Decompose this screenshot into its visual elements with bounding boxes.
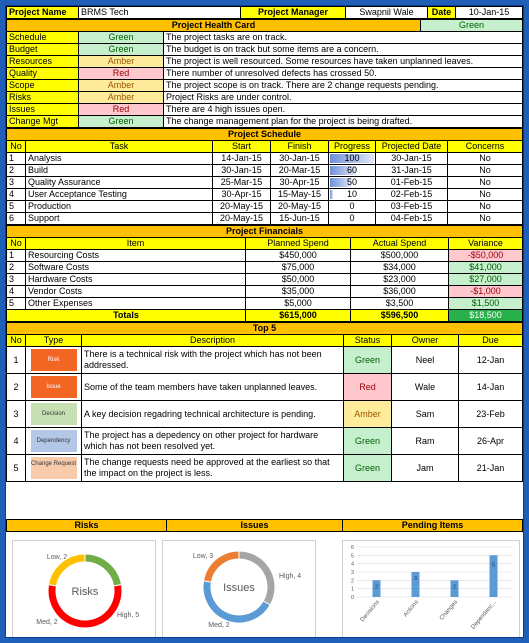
y-tick-label: 1 [350,586,354,593]
schedule-progress[interactable] [329,201,376,213]
financials-variance: -$1,000 [449,286,523,298]
progress-value: 50 [346,177,357,187]
financials-variance: -$50,000 [449,250,523,262]
progress-value: 0 [349,213,355,223]
schedule-no: 1 [7,153,26,165]
schedule-concerns[interactable]: No [448,201,523,213]
schedule-finish[interactable]: 30-Apr-15 [271,177,329,189]
top5-type-tag: Risk [31,349,77,371]
top5-type[interactable] [26,455,82,482]
risks-doughnut-chart [13,541,155,637]
top5-type[interactable] [26,347,82,374]
schedule-column-header: Projected Date [376,141,448,153]
top5-type-tag: Issue [31,376,77,398]
top5-type-tag: Change Request [31,457,77,479]
top5-type[interactable] [26,401,82,428]
schedule-no: 5 [7,201,26,213]
y-tick-label: 5 [350,553,354,560]
schedule-column-header: No [7,141,26,153]
top5-status[interactable]: Green [344,428,392,455]
schedule-column-header: Finish [271,141,329,153]
progress-value: 100 [344,153,360,163]
totals-actual: $596,500 [351,310,449,322]
project-name-label: Project Name [7,7,79,19]
schedule-finish[interactable]: 15-Jun-15 [271,213,329,225]
pending-items-chart-title: Pending Items [343,520,523,532]
schedule-concerns[interactable]: No [448,153,523,165]
schedule-column-header: Concerns [448,141,523,153]
financials-variance: $27,000 [449,274,523,286]
doughnut-slice [239,551,275,605]
financials-item[interactable]: Other Expenses [26,298,246,310]
financials-row [7,298,523,310]
top5-owner[interactable]: Sam [392,401,459,428]
top5-row [7,347,523,374]
top5-owner[interactable]: Neel [392,347,459,374]
health-item-note[interactable]: There are 4 high issues open. [164,104,523,116]
schedule-row [7,201,523,213]
schedule-projected-date[interactable]: 02-Feb-15 [376,189,448,201]
schedule-task[interactable]: User Acceptance Testing [26,189,213,201]
schedule-row [7,165,523,177]
schedule-finish[interactable]: 20-Mar-15 [271,165,329,177]
schedule-row [7,153,523,165]
schedule-concerns[interactable]: No [448,189,523,201]
top5-status[interactable]: Green [344,455,392,482]
health-item-note[interactable]: The project tasks are on track. [164,32,523,44]
health-row [7,44,523,56]
schedule-concerns[interactable]: No [448,165,523,177]
health-card-table [6,19,523,128]
schedule-projected-date[interactable]: 03-Feb-15 [376,201,448,213]
pending-items-bar-chart [343,541,519,637]
top5-table [6,322,523,482]
date-value[interactable]: 10-Jan-15 [456,7,523,19]
schedule-finish[interactable]: 20-May-15 [271,201,329,213]
progress-bar [330,190,333,199]
financials-item[interactable]: Vendor Costs [26,286,246,298]
health-row [7,56,523,68]
top5-row [7,401,523,428]
schedule-projected-date[interactable]: 30-Jan-15 [376,153,448,165]
health-overall-status: Green [421,20,523,32]
bar-value-label: 5 [491,562,496,569]
risks-chart-title: Risks [7,520,167,532]
y-tick-label: 6 [350,545,354,551]
doughnut-center-title: Risks [71,586,99,598]
top5-row [7,455,523,482]
top5-no: 2 [7,374,26,401]
financials-variance: $41,000 [449,262,523,274]
top5-column-header: Type [26,335,82,347]
slice-label: Med, 2 [208,622,230,629]
top5-column-header: Description [82,335,344,347]
top5-type[interactable] [26,374,82,401]
financials-column-header: Planned Spend [246,238,351,250]
category-label: Changes [438,599,460,622]
financials-column-header: Item [26,238,246,250]
doughnut-center-title: Issues [223,582,255,594]
schedule-progress[interactable] [329,189,376,201]
financials-actual[interactable]: $36,000 [351,286,449,298]
health-item-name: Change Mgt [7,116,79,128]
health-row [7,80,523,92]
schedule-no: 4 [7,189,26,201]
health-item-status[interactable]: Red [79,68,164,80]
financials-no: 1 [7,250,26,262]
schedule-concerns[interactable]: No [448,177,523,189]
top5-row [7,374,523,401]
schedule-table [6,128,523,225]
top5-due[interactable]: 21-Jan [459,455,523,482]
health-item-status[interactable]: Amber [79,56,164,68]
y-tick-label: 3 [350,570,354,576]
y-tick-label: 4 [350,561,354,568]
schedule-projected-date[interactable]: 31-Jan-15 [376,165,448,177]
issues-chart-title: Issues [167,520,343,532]
top5-status[interactable]: Amber [344,401,392,428]
financials-row [7,250,523,262]
health-item-status[interactable]: Red [79,104,164,116]
top5-no: 3 [7,401,26,428]
schedule-start[interactable]: 25-Mar-15 [213,177,271,189]
pending-chart-box [342,540,520,638]
bar-value-label: 2 [374,584,379,591]
top5-no: 1 [7,347,26,374]
slice-label: High, 5 [117,612,140,619]
status-report-sheet [5,5,524,638]
health-item-note[interactable]: The change management plan for the project is being drafted. [164,116,523,128]
top5-due[interactable]: 23-Feb [459,401,523,428]
category-label: Actions [402,599,421,619]
financials-no: 2 [7,262,26,274]
top5-title: Top 5 [7,323,523,335]
financials-planned[interactable]: $75,000 [246,262,351,274]
category-label: Dependanc... [470,599,499,631]
financials-actual[interactable]: $500,000 [351,250,449,262]
health-item-status[interactable]: Green [79,44,164,56]
health-item-name: Schedule [7,32,79,44]
issues-doughnut-chart [163,541,315,637]
schedule-no: 3 [7,177,26,189]
health-item-name: Issues [7,104,79,116]
category-label: Decisions [359,599,382,624]
financials-planned[interactable]: $5,000 [246,298,351,310]
schedule-start[interactable]: 14-Jan-15 [213,153,271,165]
schedule-start[interactable]: 30-Jan-15 [213,165,271,177]
slice-label: Low, 2 [46,554,68,561]
top5-column-header: No [7,335,26,347]
schedule-progress[interactable] [329,213,376,225]
financials-variance: $1,500 [449,298,523,310]
charts-area [6,530,523,637]
top5-no: 5 [7,455,26,482]
financials-no: 4 [7,286,26,298]
schedule-task[interactable]: Analysis [26,153,213,165]
schedule-finish[interactable]: 15-May-15 [271,189,329,201]
progress-value: 0 [349,201,355,211]
project-name-value[interactable]: BRMS Tech [79,7,241,19]
slice-label: Med, 2 [36,619,58,626]
schedule-start[interactable]: 30-Apr-15 [213,189,271,201]
financials-planned[interactable]: $35,000 [246,286,351,298]
bar-value-label: 2 [452,584,457,591]
risks-chart-box [12,540,156,638]
schedule-task[interactable]: Quality Assurance [26,177,213,189]
financials-actual[interactable]: $34,000 [351,262,449,274]
top5-no: 4 [7,428,26,455]
financials-row [7,262,523,274]
top5-description[interactable]: There is a technical risk with the project which has not been addressed. [82,347,344,374]
schedule-finish[interactable]: 30-Jan-15 [271,153,329,165]
schedule-progress[interactable] [329,177,376,189]
health-item-status[interactable]: Amber [79,92,164,104]
top5-owner[interactable]: Jam [392,455,459,482]
issues-chart-box [162,540,316,638]
health-item-name: Resources [7,56,79,68]
schedule-projected-date[interactable]: 04-Feb-15 [376,213,448,225]
schedule-row [7,213,523,225]
totals-label: Totals [7,310,246,322]
top5-column-header: Status [344,335,392,347]
slice-label: Low, 3 [192,553,214,560]
top5-type-tag: Dependency [31,430,77,452]
health-item-status[interactable]: Amber [79,80,164,92]
health-item-note[interactable]: The project scope is on track. There are 2 change requests pending. [164,80,523,92]
health-item-note[interactable]: Project Risks are under control. [164,92,523,104]
y-tick-label: 0 [350,595,354,601]
health-row [7,92,523,104]
top5-description[interactable]: Some of the team members have taken unplanned leaves. [82,374,344,401]
slice-label: High, 4 [279,573,302,580]
financials-planned[interactable]: $450,000 [246,250,351,262]
health-card-title: Project Health Card [7,20,421,32]
financials-column-header: Variance [449,238,523,250]
schedule-start[interactable]: 20-May-15 [213,213,271,225]
health-item-name: Scope [7,80,79,92]
top5-description[interactable]: The change requests need be approved at the earliest so that the impact on the project is less. [82,455,344,482]
schedule-no: 6 [7,213,26,225]
financials-column-header: No [7,238,26,250]
top5-column-header: Owner [392,335,459,347]
financials-row [7,274,523,286]
top5-due[interactable]: 12-Jan [459,347,523,374]
y-tick-label: 2 [350,578,354,585]
project-manager-label: Project Manager [241,7,346,19]
totals-planned: $615,000 [246,310,351,322]
schedule-column-header: Progress [329,141,376,153]
top5-status[interactable]: Red [344,374,392,401]
health-item-status[interactable]: Green [79,32,164,44]
health-item-note[interactable]: There number of unresolved defects has crossed 50. [164,68,523,80]
schedule-concerns[interactable]: No [448,213,523,225]
financials-actual[interactable]: $23,000 [351,274,449,286]
financials-planned[interactable]: $50,000 [246,274,351,286]
financials-no: 3 [7,274,26,286]
progress-value: 60 [346,165,357,175]
health-row [7,32,523,44]
project-manager-value[interactable]: Swapnil Wale [346,7,428,19]
financials-column-header: Actual Spend [351,238,449,250]
financials-no: 5 [7,298,26,310]
schedule-title: Project Schedule [7,129,523,141]
health-item-status[interactable]: Green [79,116,164,128]
schedule-row [7,177,523,189]
financials-item[interactable]: Software Costs [26,262,246,274]
financials-actual[interactable]: $3,500 [351,298,449,310]
doughnut-slice [85,554,121,586]
schedule-task[interactable]: Production [26,201,213,213]
financials-item[interactable]: Hardware Costs [26,274,246,286]
progress-value: 10 [346,189,357,199]
health-row [7,116,523,128]
top5-type[interactable] [26,428,82,455]
bar-value-label: 3 [413,576,418,582]
health-item-name: Risks [7,92,79,104]
schedule-task[interactable]: Support [26,213,213,225]
health-item-name: Quality [7,68,79,80]
top5-row [7,428,523,455]
financials-table [6,225,523,322]
health-row [7,104,523,116]
schedule-column-header: Start [213,141,271,153]
health-item-name: Budget [7,44,79,56]
schedule-column-header: Task [26,141,213,153]
top5-status[interactable]: Green [344,347,392,374]
top5-description[interactable]: The project has a depedency on other project for hardware which has not been resolved yet. [82,428,344,455]
top5-owner[interactable]: Wale [392,374,459,401]
health-item-note[interactable]: The project is well resourced. Some resources have taken unplanned leaves. [164,56,523,68]
schedule-progress[interactable] [329,153,376,165]
financials-item[interactable]: Resourcing Costs [26,250,246,262]
date-label: Date [428,7,456,19]
header-table [6,6,523,19]
schedule-task[interactable]: Build [26,165,213,177]
schedule-progress[interactable] [329,165,376,177]
financials-title: Project Financials [7,226,523,238]
schedule-projected-date[interactable]: 01-Feb-15 [376,177,448,189]
schedule-start[interactable]: 20-May-15 [213,201,271,213]
schedule-row [7,189,523,201]
top5-type-tag: Decision [31,403,77,425]
top5-due[interactable]: 26-Apr [459,428,523,455]
financials-row [7,286,523,298]
top5-column-header: Due [459,335,523,347]
health-row [7,68,523,80]
top5-description[interactable]: A key decision regadring technical architecture is pending. [82,401,344,428]
health-item-note[interactable]: The budget is on track but some items are a concern. [164,44,523,56]
totals-variance: $18,500 [449,310,523,322]
top5-owner[interactable]: Ram [392,428,459,455]
schedule-no: 2 [7,165,26,177]
top5-due[interactable]: 14-Jan [459,374,523,401]
